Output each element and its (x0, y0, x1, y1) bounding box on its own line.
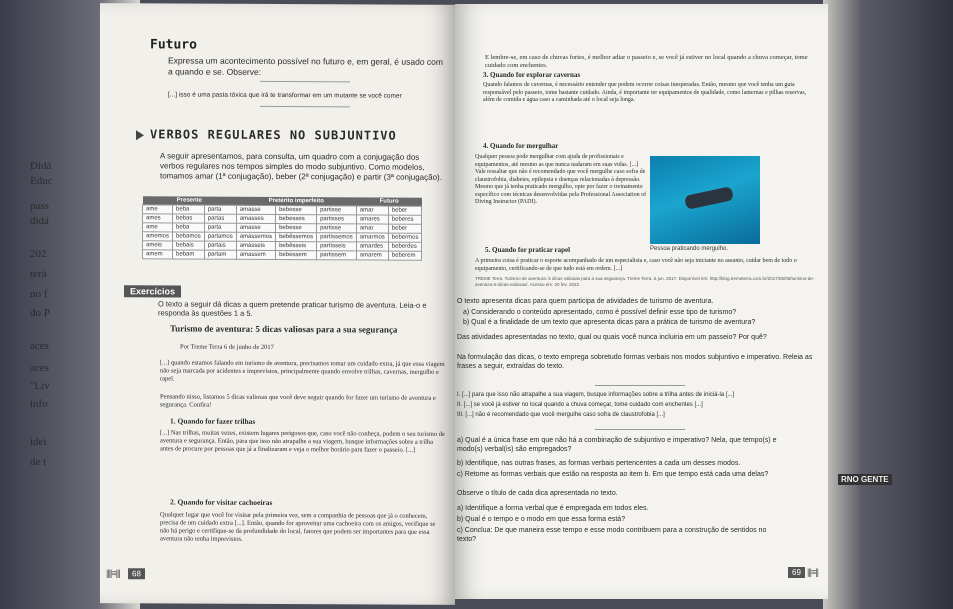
table-cell: ame (143, 205, 173, 214)
background-text-fragment: no f (30, 288, 48, 300)
quote-text: [...] isso é uma pasta tóxica que irá te transformar em um mutante se você comer (168, 91, 402, 100)
background-text-fragment: de t (30, 456, 47, 468)
table-cell: bebas (173, 214, 205, 223)
question-item: b) Qual é o tempo e o modo em que essa forma está? (457, 516, 626, 523)
byline: Por Treme Terra 6 de junho de 2017 (180, 343, 274, 351)
background-text-fragment: Educ (30, 175, 53, 187)
background-text-fragment: didá (30, 215, 49, 227)
table-cell: amarem (356, 251, 388, 260)
tip-text: Qualquer lugar que você for visitar pela primeira vez, sem a companhia de pessoas que já o conhecem, precisa de um cuidado extra [...]. Então, quando for aproveitar uma cachoeira com os amigos, verifique se não há perigo e certifique-se da profundidade do local, fatores que podem ser importantes para que essa aventura não tenha imprevistos. (160, 511, 436, 544)
table-cell: bebermos (388, 233, 422, 242)
background-text-fragment: do P (30, 307, 50, 319)
tip-title: 4. Quando for mergulhar (483, 142, 559, 150)
background-text-fragment: terá (30, 268, 47, 280)
question: Das atividades apresentadas no texto, qual ou quais você nunca incluiria em um passeio? Por quê? (457, 334, 767, 341)
quote-line: II. [...] se você já estiver no local quando a chuva começar, tome cuidado com enchentes [...] (457, 402, 703, 408)
table-cell: amar (356, 224, 388, 233)
tip-text: [...] Nas trilhas, muitas vezes, existem lugares perigosos que, caso você não conheça, podem o seu turismo de aventura e segurança. Então, para que isso não atrapalhe a sua viagem, busque informações sobre a trilha antes de procure por pessoas que já a finalizaram e veja o melhor horário para fazer o passeio. [...] (160, 429, 445, 454)
background-text-fragment: info (30, 398, 48, 410)
table-cell: amásseis (236, 241, 275, 250)
source-credit: TREME Terra. Turismo de aventura: 5 dicas valiosas para a sua segurança. Treme Terra, 6 jun. 2017. Disponível em: http://blog.tremeterra.com.br/2017/06/06/turismo-de-aventura-5-dicas-valiosas/. Acesso em: 20 fev. 2022. (475, 276, 815, 287)
table-cell: bebesse (276, 205, 317, 214)
exercises-intro: O texto a seguir dá dicas a quem pretende praticar turismo de aventura. Leia-o e responda às questões 1 a 5. (158, 299, 427, 319)
decorative-bars: ||||≡||| (106, 568, 120, 579)
background-text-fragment: "Liv (30, 380, 50, 392)
page-header: Futuro (150, 37, 197, 53)
diving-photo (650, 156, 760, 244)
decorative-bars: |||≡|| (807, 567, 818, 577)
table-cell: amasse (236, 205, 275, 214)
table-row (143, 250, 422, 260)
page-number: 69 (788, 567, 805, 578)
section-title: VERBOS REGULARES NO SUBJUNTIVO (150, 127, 397, 143)
question-item: c) Conclua: De que maneira esse tempo e esse modo contribuem para a construção de sentidos no texto? (457, 527, 767, 543)
tip-title: 3. Quando for explorar cavernas (483, 71, 581, 79)
intro-text: Expressa um acontecimento possível no futuro e, em geral, é usado com a quando e se. Observe: (168, 55, 443, 77)
divider (260, 81, 350, 82)
table-cell: bebam (173, 250, 205, 259)
tip-text: Qualquer pessoa pode mergulhar com ajuda de profissionais e equipamentos, até mesmo as que nunca nadaram em suas vidas. [...] Vale ressaltar que não é recomendado que você mergulhe caso sofra de claustrofobia, diabetes, epilepsia e doenças relacionadas à depressão. Mesmo que já tenha praticado mergulho, opte por fazer o treinamento específico com técnicas desenvolvidas pela Professional Association of Diving Instructor (PADI). (475, 154, 647, 205)
table-cell: partíssemos (317, 233, 357, 242)
quote-line: III. [...] não é recomendado que você mergulhe caso sofra de claustrofobia [...] (457, 412, 665, 418)
right-book-label: RNO GENTE (838, 474, 892, 485)
table-cell: beberes (388, 215, 422, 224)
tip-title: 1. Quando for fazer trilhas (170, 416, 256, 426)
question-item: b) Qual é a finalidade de um texto que apresenta dicas para a prática de turismo de aventura? (463, 319, 756, 326)
table-cell: partamos (204, 232, 236, 241)
quote-line: I. [...] para que isso não atrapalhe a sua viagem, busque informações sobre a trilha antes de iniciá-la [...] (457, 392, 735, 398)
background-text-fragment: Didá (30, 160, 52, 172)
table-cell: beberem (388, 251, 422, 260)
table-header: Presente (143, 196, 237, 205)
table-cell: bebessem (276, 250, 317, 259)
divider (595, 429, 685, 430)
tip-text: Quando falamos de cavernas, é necessário entender que podem ocorrer coisas inesperadas. Então, mesmo que você tenha um guia responsável pelo passeio, tome bastante cuidado. Ainda, é importante ter equipamentos de qualidade, como lanternas e pilhas reservas, além de comida e água caso a caminhada até o local seja longa. (483, 82, 807, 103)
table-cell: ame (143, 223, 173, 232)
table-cell: amarmos (356, 233, 388, 242)
question-item: c) Retome as formas verbais que estão na resposta ao item b. Em que tempo está cada uma delas? (457, 471, 769, 478)
table-cell: partam (204, 250, 236, 259)
background-text-fragment: idei (30, 436, 47, 448)
table-cell: bebêsseis (276, 241, 317, 250)
table-cell: beba (173, 205, 205, 214)
table-cell: amasses (236, 214, 275, 223)
table-header: Pretérito imperfeito (236, 197, 356, 206)
table-cell: bebêssemos (276, 232, 317, 241)
background-text-fragment: aces (30, 362, 49, 374)
diver-figure (684, 186, 734, 210)
table-cell: partisse (317, 206, 357, 215)
top-text: E lembre-se, em caso de chuvas fortes, é melhor adiar o passeio e, se você já estiver no local quando a chuva começar, tome cuidado com enchentes. (485, 54, 808, 70)
table-cell: ames (143, 214, 173, 223)
conjugation-table (142, 196, 422, 260)
question-item: a) Qual é a única frase em que não há a combinação de subjuntivo e imperativo? Nela, que tempo(s) e modo(s) verbal(is) são empregados? (457, 437, 777, 453)
table-cell: partas (204, 214, 236, 223)
question: Observe o título de cada dica apresentada no texto. (457, 490, 618, 497)
page-number: 68 (128, 568, 145, 579)
background-right-book (823, 0, 953, 609)
question: Na formulação das dicas, o texto emprega sobretudo formas verbais nos modos subjuntivo e imperativo. Releia as frases a seguir, extraídas do texto. (457, 354, 813, 370)
question-item: b) Identifique, nas outras frases, as formas verbais pertencentes a cada um desses modos. (457, 460, 741, 467)
tip-title: 5. Quando for praticar rapel (485, 246, 571, 254)
table-cell: partisse (317, 224, 357, 233)
table-cell: bebesses (276, 214, 317, 223)
paragraph: [...] quando estamos falando em turismo de aventura, precisamos tomar um cuidado extra, já que essa viagem não seja marcada por acidentes e imprevistos, principalmente quando envolve trilhas, cavernas, mergulho e rapel. (160, 359, 445, 383)
table-header: Futuro (356, 197, 422, 206)
table-cell: amem (143, 250, 173, 259)
tip-title: 2. Quando for visitar cachoeiras (170, 497, 273, 507)
question-item: a) Identifique a forma verbal que é empregada em todos eles. (457, 505, 649, 512)
table-cell: beber (388, 224, 422, 233)
background-text-fragment: aces (30, 340, 49, 352)
table-cell: parta (204, 223, 236, 232)
table-cell: amares (356, 215, 388, 224)
table-cell: bebamos (173, 232, 205, 241)
table-cell: amassem (236, 250, 275, 259)
exercises-label: Exercícios (124, 285, 181, 297)
tip-text: A primeira coisa é praticar o esporte acompanhado de um especialista e, caso você não seja iniciante no assunto, cuidar bem de todo o equipamento, certificando-se de que tudo está em ordem. [...] (475, 258, 797, 272)
divider (595, 385, 685, 386)
table-cell: beber (388, 206, 422, 215)
bullet-triangle-icon (136, 130, 144, 140)
table-cell: partais (204, 241, 236, 250)
divider (260, 106, 350, 107)
table-cell: ameis (143, 241, 173, 250)
table-cell: amar (356, 206, 388, 215)
article-title: Turismo de aventura: 5 dicas valiosas para a sua segurança (170, 323, 398, 335)
table-cell: amardes (356, 242, 388, 251)
table-cell: partissem (317, 251, 357, 260)
table-cell: bebais (173, 241, 205, 250)
background-text-fragment: pass (30, 200, 49, 212)
table-cell: amasse (236, 223, 275, 232)
section-intro: A seguir apresentamos, para consulta, um quadro com a conjugação dos verbos regulares nos tempos simples do modo subjuntivo. Como modelos, tomamos amar (1ª conjugação), beber (2ª conjugação) e partir (3ª conjugação). (160, 151, 442, 182)
table-cell: amássemos (236, 232, 275, 241)
table-cell: partísseis (317, 242, 357, 251)
table-cell: parta (204, 205, 236, 214)
question: O texto apresenta dicas para quem participa de atividades de turismo de aventura. (457, 298, 714, 305)
right-page (455, 4, 828, 599)
table-cell: partisses (317, 215, 357, 224)
question-item: a) Considerando o conteúdo apresentado, como é possível definir esse tipo de turismo? (463, 309, 737, 316)
paragraph: Pensando nisso, listamos 5 dicas valiosas que você deve seguir quando for fazer um turismo de aventura e segurança. Confira! (160, 393, 436, 409)
photo-caption: Pessoa praticando mergulho. (650, 246, 729, 252)
left-page (100, 3, 455, 605)
table-cell: bebesse (276, 223, 317, 232)
table-cell: amemos (143, 232, 173, 241)
background-text-fragment: 202 (30, 248, 47, 260)
table-cell: beba (173, 223, 205, 232)
table-cell: beberdes (388, 242, 422, 251)
